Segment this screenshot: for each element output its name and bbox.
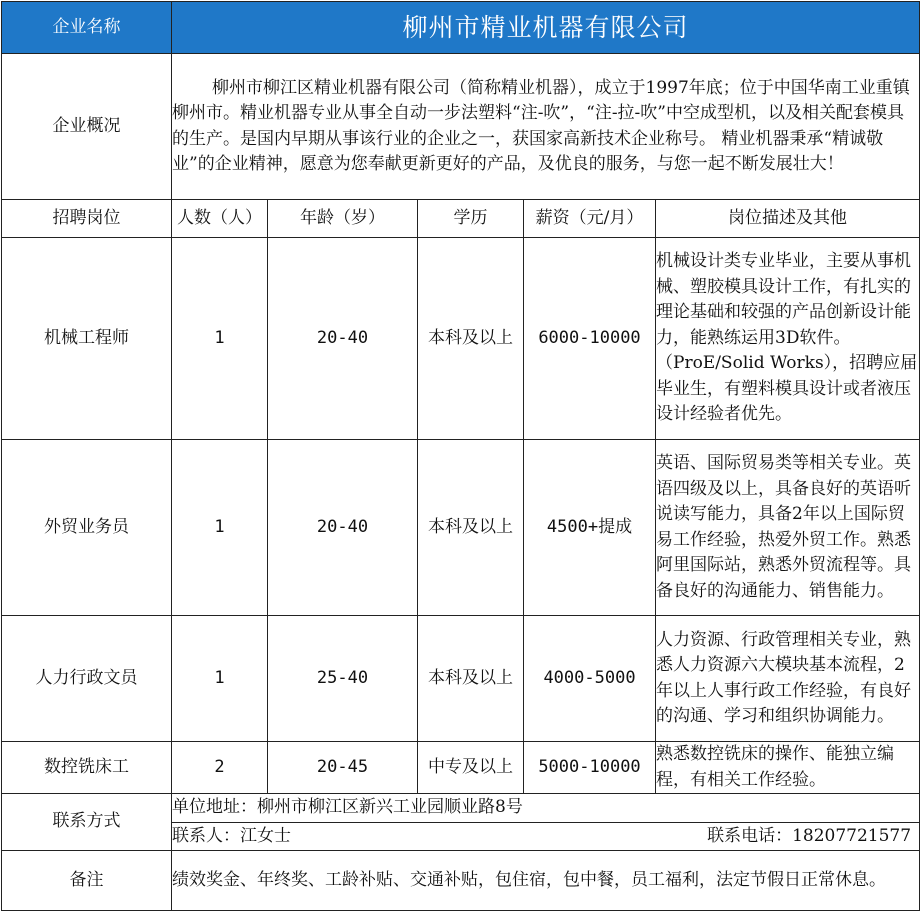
job-education: 本科及以上 <box>418 440 524 616</box>
job-position: 外贸业务员 <box>2 440 172 616</box>
recruitment-sheet <box>1 1 920 911</box>
company-name-label: 企业名称 <box>2 2 172 54</box>
overview-text: 柳州市柳江区精业机器有限公司（简称精业机器），成立于1997年底；位于中国华南工业重镇柳州市。精业机器专业从事全自动一步法塑料“注-吹”，“注-拉-吹”中空成型机，以及相关配套模具的生产。是国内早期从事该行业的企业之一，获国家高新技术企业称号。 精业机器秉承“精诚敬业”的企业精神，愿意为您奉献更新更好的产品，及优良的服务，与您一起不断发展壮大！ <box>172 54 920 200</box>
remarks-label: 备注 <box>2 851 172 911</box>
table-row <box>2 742 920 794</box>
column-description: 岗位描述及其他 <box>656 200 920 238</box>
job-description: 熟悉数控铣床的操作、能独立编程，有相关工作经验。 <box>656 742 920 794</box>
job-age: 20-40 <box>268 238 418 440</box>
column-count: 人数（人） <box>172 200 268 238</box>
job-salary: 5000-10000 <box>524 742 656 794</box>
job-description: 机械设计类专业毕业，主要从事机械、塑胶模具设计工作，有扎实的理论基础和较强的产品创新设计能力，能熟练运用3D软件。（ProE/Solid Works），招聘应届毕业生，有塑料模具设计或者液压设计经验者优先。 <box>656 238 920 440</box>
job-age: 20-40 <box>268 440 418 616</box>
job-count: 1 <box>172 616 268 742</box>
company-name: 柳州市精业机器有限公司 <box>172 2 920 54</box>
job-description: 人力资源、行政管理相关专业，熟悉人力资源六大模块基本流程，2年以上人事行政工作经验，有良好的沟通、学习和组织协调能力。 <box>656 616 920 742</box>
contact-phone: 联系电话：18207721577 <box>707 825 912 846</box>
contact-person: 联系人：江女士 <box>172 825 291 846</box>
job-count: 1 <box>172 440 268 616</box>
contact-person-cell <box>172 823 920 851</box>
job-education: 中专及以上 <box>418 742 524 794</box>
column-header-row <box>2 200 920 238</box>
contact-label: 联系方式 <box>2 794 172 851</box>
overview-row <box>2 54 920 200</box>
job-salary: 4000-5000 <box>524 616 656 742</box>
job-salary: 6000-10000 <box>524 238 656 440</box>
remarks-text: 绩效奖金、年终奖、工龄补贴、交通补贴，包住宿，包中餐，员工福利，法定节假日正常休息。 <box>172 851 920 911</box>
job-age: 25-40 <box>268 616 418 742</box>
job-count: 2 <box>172 742 268 794</box>
overview-label: 企业概况 <box>2 54 172 200</box>
contact-address: 单位地址：柳州市柳江区新兴工业园顺业路8号 <box>172 794 920 823</box>
job-education: 本科及以上 <box>418 238 524 440</box>
job-description: 英语、国际贸易类等相关专业。英语四级及以上，具备良好的英语听说读写能力，具备2年以上国际贸易工作经验，热爱外贸工作。熟悉阿里国际站，熟悉外贸流程等。具备良好的沟通能力、销售能力。 <box>656 440 920 616</box>
job-position: 数控铣床工 <box>2 742 172 794</box>
table-row <box>2 440 920 616</box>
contact-row-address <box>2 794 920 823</box>
table-row <box>2 616 920 742</box>
job-salary: 4500+提成 <box>524 440 656 616</box>
header-row <box>2 2 920 54</box>
column-age: 年龄（岁） <box>268 200 418 238</box>
job-education: 本科及以上 <box>418 616 524 742</box>
column-salary: 薪资（元/月） <box>524 200 656 238</box>
job-age: 20-45 <box>268 742 418 794</box>
table-row <box>2 238 920 440</box>
job-position: 机械工程师 <box>2 238 172 440</box>
column-position: 招聘岗位 <box>2 200 172 238</box>
job-position: 人力行政文员 <box>2 616 172 742</box>
column-education: 学历 <box>418 200 524 238</box>
remarks-row <box>2 851 920 911</box>
job-count: 1 <box>172 238 268 440</box>
